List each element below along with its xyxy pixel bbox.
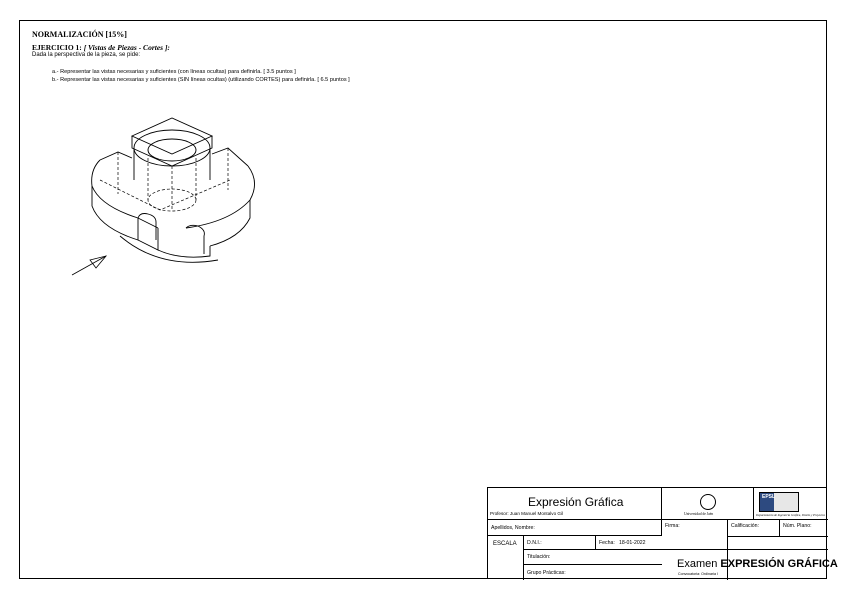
dni-cell[interactable] — [524, 536, 596, 550]
titulacion-label: Titulación: — [527, 554, 551, 560]
epsl-logo — [759, 492, 799, 512]
course-cell — [488, 488, 662, 520]
calificacion-cell[interactable] — [728, 520, 780, 537]
calificacion-label: Calificación: — [731, 523, 759, 529]
exercise-intro: Dada la perspectiva de la pieza, se pide: — [32, 52, 141, 58]
titulacion-cell[interactable] — [524, 550, 662, 565]
base-front-curve — [120, 236, 218, 262]
grupo-label: Grupo Prácticas: — [527, 570, 566, 576]
hidden-plane — [100, 180, 230, 210]
fecha-cell — [596, 536, 662, 550]
view-direction-arrow — [72, 256, 106, 275]
slot-right — [186, 225, 204, 254]
escala-label: ESCALA — [493, 541, 517, 547]
hidden-edges — [118, 148, 228, 210]
disk-left-side — [92, 186, 138, 240]
grupo-cell[interactable] — [524, 565, 662, 580]
exercise-prefix: EJERCICIO 1: — [32, 43, 82, 52]
dni-label: D.N.I.: — [527, 540, 542, 546]
exercise-topic: [ Vistas de Piezas - Cortes ]: — [83, 43, 170, 52]
front-block-bottom — [158, 246, 210, 257]
fecha-label: Fecha: — [599, 540, 615, 546]
boss-walls — [134, 148, 210, 180]
course-title: Expresión Gráfica — [528, 495, 624, 509]
firma-cell[interactable] — [662, 520, 728, 580]
exercise-heading — [32, 43, 170, 52]
department-name: Departamento de Ingeniería Gráfica, Diseño y Proyectos — [756, 513, 825, 517]
boss-inner-bore — [148, 139, 196, 161]
disk-right-side — [210, 200, 250, 246]
exam-title: EXPRESIÓN GRÁFICA — [720, 558, 838, 570]
plano-cell[interactable] — [780, 520, 828, 537]
slot-left — [138, 214, 156, 241]
surname-cell[interactable] — [488, 520, 662, 536]
question-b: b.- Representar las vistas necesarias y suficientes (SIN líneas ocultas) (utilizando CORTES) para definirla. [ 6.5 puntos ] — [52, 77, 350, 83]
department-cell — [754, 488, 828, 520]
escala-cell — [488, 536, 524, 580]
plano-label: Núm. Plano: — [783, 523, 812, 529]
firma-label: Firma: — [665, 523, 680, 529]
question-a: a.- Representar las vistas necesarias y suficientes (con líneas ocultas) para definirla. [ 3.5 puntos ] — [52, 69, 296, 75]
exam-title-line — [677, 558, 838, 570]
professor-name: Profesor: Juan Manuel Montalvo Gil — [490, 511, 564, 516]
surname-label: Apellidos, Nombre: — [491, 525, 535, 531]
section-title: NORMALIZACIÓN [15%] — [32, 30, 127, 39]
left-arm-top — [100, 152, 132, 160]
part-isometric-drawing — [60, 110, 300, 290]
exam-prefix: Examen — [677, 558, 718, 570]
epsl-logo-text: EPSL — [762, 494, 776, 500]
university-cell — [662, 488, 754, 520]
right-arm-top — [212, 148, 248, 166]
university-seal-icon — [700, 494, 716, 510]
university-name: Universidad de Jaén — [684, 512, 714, 516]
convocatoria: Convocatoria: Ordinaria I — [678, 572, 718, 576]
title-block — [487, 487, 838, 579]
top-square-sides — [132, 136, 212, 166]
fecha-value: 18-01-2022 — [619, 540, 646, 546]
exam-divider — [662, 549, 828, 550]
